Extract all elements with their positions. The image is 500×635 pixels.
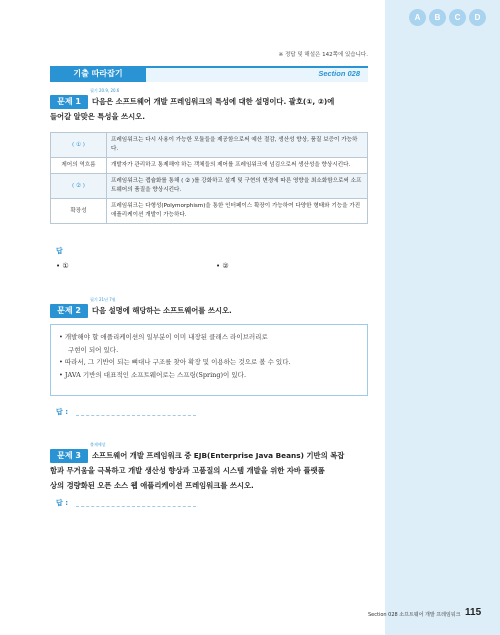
table-row xyxy=(51,133,368,158)
q2-answer-label: 답 : xyxy=(56,408,68,416)
tab-d[interactable]: D xyxy=(469,9,486,26)
q3-answer-label: 답 : xyxy=(56,499,68,507)
q2-answer-line[interactable] xyxy=(76,415,196,416)
row-head: ( ① ) xyxy=(51,133,107,158)
section-code: Section 028 xyxy=(318,69,360,78)
table-row xyxy=(51,158,368,174)
footer-section-title: Section 028 소프트웨어 개발 프레임워크 xyxy=(368,612,461,618)
q1-answer-2: • ② xyxy=(216,262,229,270)
q2-description-box xyxy=(50,324,368,396)
table-row xyxy=(51,199,368,224)
row-body: 프레임워크는 캡슐화를 통해 ( ② )를 강화하고 설계 및 구현의 변경에 따른 영향을 최소화함으로써 소프트웨어의 품질을 향상시킨다. xyxy=(107,174,368,199)
row-head: ( ② ) xyxy=(51,174,107,199)
q2-tag: 필기 21년 7월 xyxy=(90,297,116,302)
q3-text-line3: 상의 경량화된 오픈 소스 웹 애플리케이션 프레임워크를 쓰시오. xyxy=(50,481,254,490)
section-title: 기출 따라잡기 xyxy=(50,66,146,82)
list-item: • JAVA 기반의 대표적인 소프트웨어로는 스프링(Spring)이 있다. xyxy=(59,370,247,379)
list-item: • 개발해야 할 애플리케이션의 일부분이 이미 내장된 클래스 라이브러리로 xyxy=(59,333,268,341)
tab-b[interactable]: B xyxy=(429,9,446,26)
q2-label: 문제 2 xyxy=(50,304,88,318)
q3-text-line1: 소프트웨어 개발 프레임워크 중 EJB(Enterprise Java Beans) 기반의 복잡 xyxy=(92,451,345,460)
tab-c[interactable]: C xyxy=(449,9,466,26)
q3-text-line2: 함과 무거움을 극복하고 개발 생산성 향상과 고품질의 시스템 개발을 위한 자바 플랫폼 xyxy=(50,466,325,475)
row-body: 프레임워크는 다형성(Polymorphism)을 통한 인터페이스 확장이 가능하여 다양한 형태와 기능을 가진 애플리케이션 개발이 가능하다. xyxy=(107,199,368,224)
answer-note: ※ 정답 및 해설은 142쪽에 있습니다. xyxy=(278,52,368,58)
q1-table xyxy=(50,132,368,224)
q2-text: 다음 설명에 해당하는 소프트웨어를 쓰시오. xyxy=(92,306,232,315)
row-head: 제어의 역흐름 xyxy=(51,158,107,174)
row-body: 개발자가 관리하고 통제해야 하는 객체들의 제어를 프레임워크에 넘김으로써 생산성을 향상시킨다. xyxy=(107,158,368,174)
q1-text-line1: 다음은 소프트웨어 개발 프레임워크의 특성에 대한 설명이다. 괄호(①, ②)에 xyxy=(92,97,335,106)
row-head: 확장성 xyxy=(51,199,107,224)
q1-answer-1: • ① xyxy=(56,262,69,270)
tab-a[interactable]: A xyxy=(409,9,426,26)
q1-tag: 필기 20.9, 20.6 xyxy=(90,88,120,93)
row-body: 프레임워크는 다시 사용이 가능한 모듈들을 제공함으로써 예산 절감, 생산성 향상, 품질 보증이 가능하다. xyxy=(107,133,368,158)
page-content xyxy=(50,0,368,635)
table-row xyxy=(51,174,368,199)
q1-label: 문제 1 xyxy=(50,95,88,109)
q1-text-line2: 들어갈 알맞은 특성을 쓰시오. xyxy=(50,112,145,121)
q3-tag: 출제예상 xyxy=(90,442,106,447)
list-item-continuation: 구현이 되어 있다. xyxy=(68,345,119,354)
q3-label: 문제 3 xyxy=(50,449,88,463)
q1-answer-label: 답 xyxy=(56,247,63,255)
page-number: 115 xyxy=(465,607,482,618)
side-index-panel xyxy=(385,0,500,635)
q3-answer-line[interactable] xyxy=(76,506,196,507)
list-item: • 따라서, 그 기반이 되는 뼈대나 구조를 찾아 확장 및 이용하는 것으로 볼 수 있다. xyxy=(59,358,291,366)
